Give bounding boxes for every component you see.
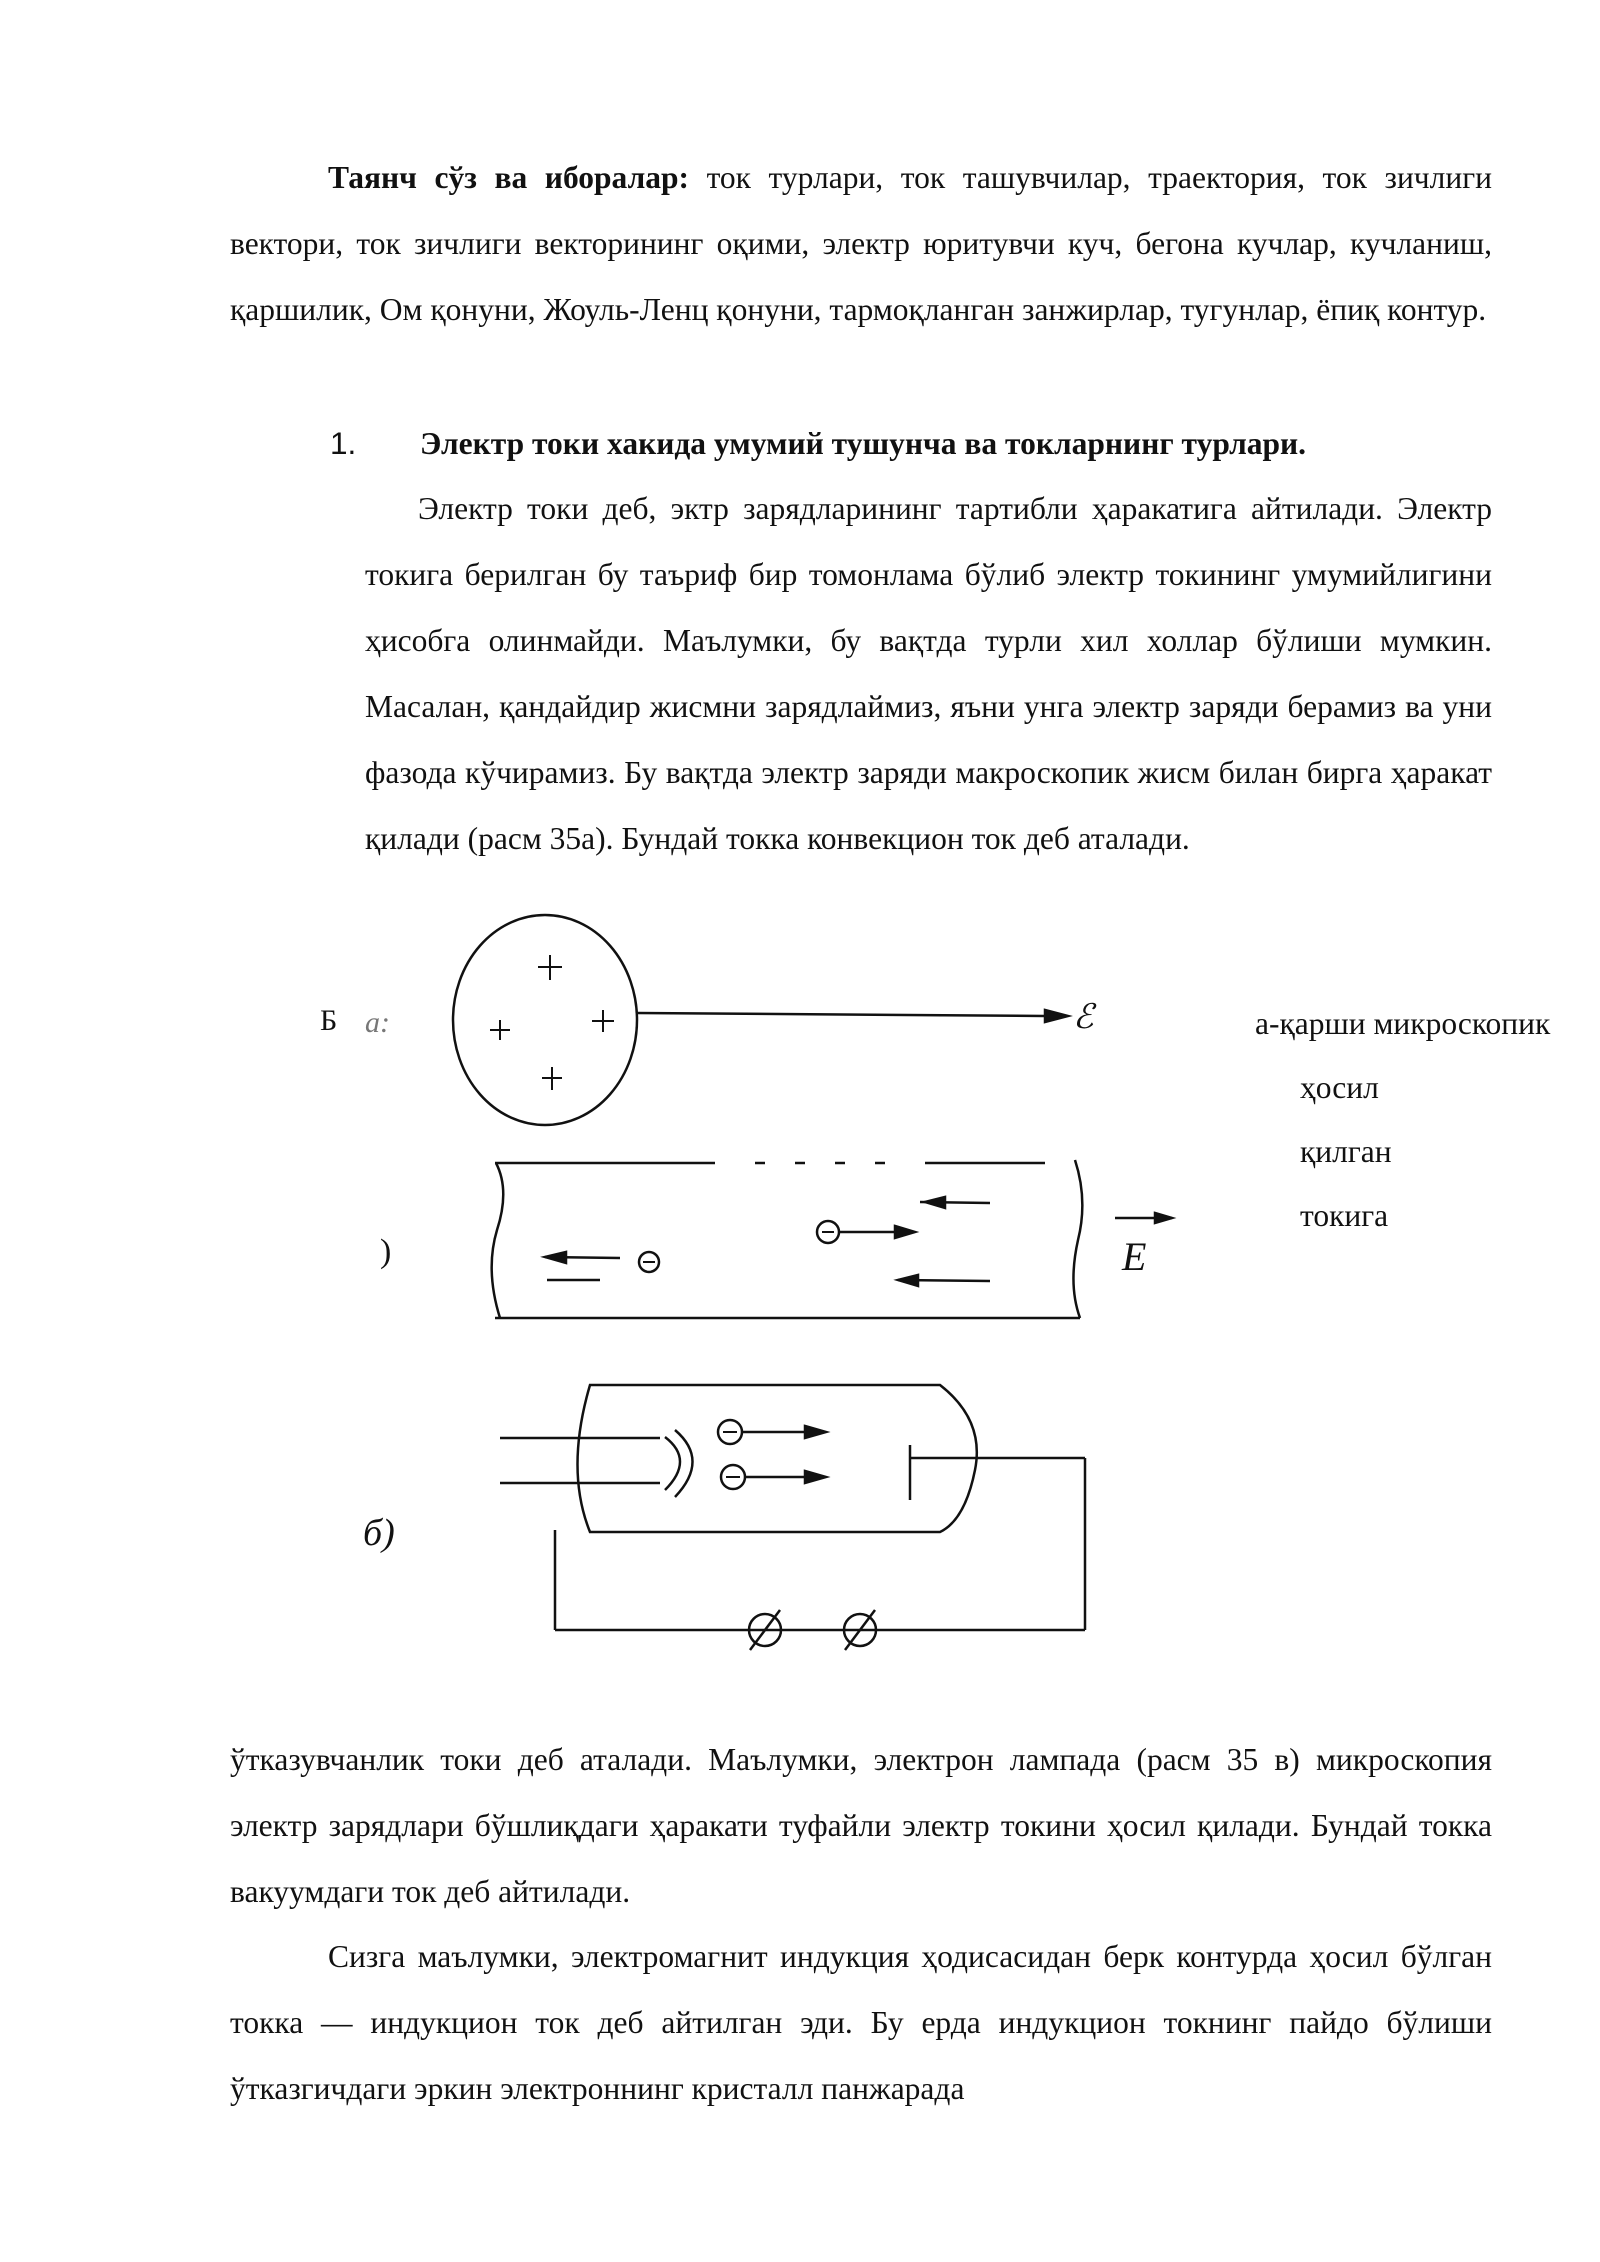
keywords-text: ток турлари, ток ташувчилар, траектория, ток зичлиги вектори, ток зичлиги векторининг оқими, электр юритувчи куч, бегона кучлар, кучланиш, қаршилик, Ом қонуни, Жоуль-Ленц қонуни, тармоқланган занжирлар, тугунлар, ёпиқ контур. xyxy=(230,160,1492,327)
vacuum-lamp xyxy=(500,1385,1085,1650)
label-a: а: xyxy=(365,1006,390,1039)
plus-signs xyxy=(490,955,614,1090)
section-title: Электр токи хакида умумий тушунча ва токларнинг турлари. xyxy=(420,426,1307,461)
paragraph-after-figure: ўтказувчанлик токи деб аталади. Маълумки, электрон лампада (расм 35 в) микроскопия электр зарядлари бўшлиқдаги ҳаракати туфайли электр токини ҳосил қилади. Бундай токка вакуумдаги ток деб айтилади. xyxy=(230,1742,1492,1909)
fig-left-overlap: Б xyxy=(320,1004,338,1037)
conductor xyxy=(492,1160,1083,1318)
section-number: 1. xyxy=(330,425,357,461)
intro-paragraph: Электр токи деб, эктр зарядларининг тартибли ҳаракатига айтилади. Электр токига берилган бу таъриф бир томонлама бўлиб электр токининг умумийлигини ҳисобга олинмайди. Маълумки, бу вақтда турли хил холлар бўлиши мумкин. Масалан, қандайдир жисмни зарядлаймиз, яъни унга электр заряди берамиз ва уни фазода кўчирамиз. Бу вақтда электр заряди макроскопик жисм билан бирга ҳаракат қилади (расм 35а). Бундай токка конвекцион ток деб аталади. xyxy=(365,491,1492,856)
label-b: ) xyxy=(380,1233,392,1270)
label-c: б) xyxy=(363,1512,395,1554)
induction-paragraph: Сизга маълумки, электромагнит индукция ҳодисасидан берк контурда ҳосил бўлган токка — индукцион ток деб айтилган эди. Бу ерда индукцион токнинг пайдо бўлиши ўтказгичдаги эркин электроннинг кристалл панжарада xyxy=(230,1939,1492,2106)
side-line-2: қилган xyxy=(1300,1134,1392,1169)
side-overlap-text: а-қарши микроскопик xyxy=(1255,1006,1551,1041)
field-arrow-a xyxy=(1045,1010,1068,1022)
field-line-a xyxy=(637,1013,1045,1016)
keywords-label: Таянч сўз ва иборалар: xyxy=(328,160,690,195)
side-line-3: токига xyxy=(1300,1198,1389,1233)
field-label-mid: E xyxy=(1122,1234,1147,1279)
field-label-top: ℰ xyxy=(1073,999,1094,1036)
side-line-1: ҳосил xyxy=(1300,1070,1379,1105)
